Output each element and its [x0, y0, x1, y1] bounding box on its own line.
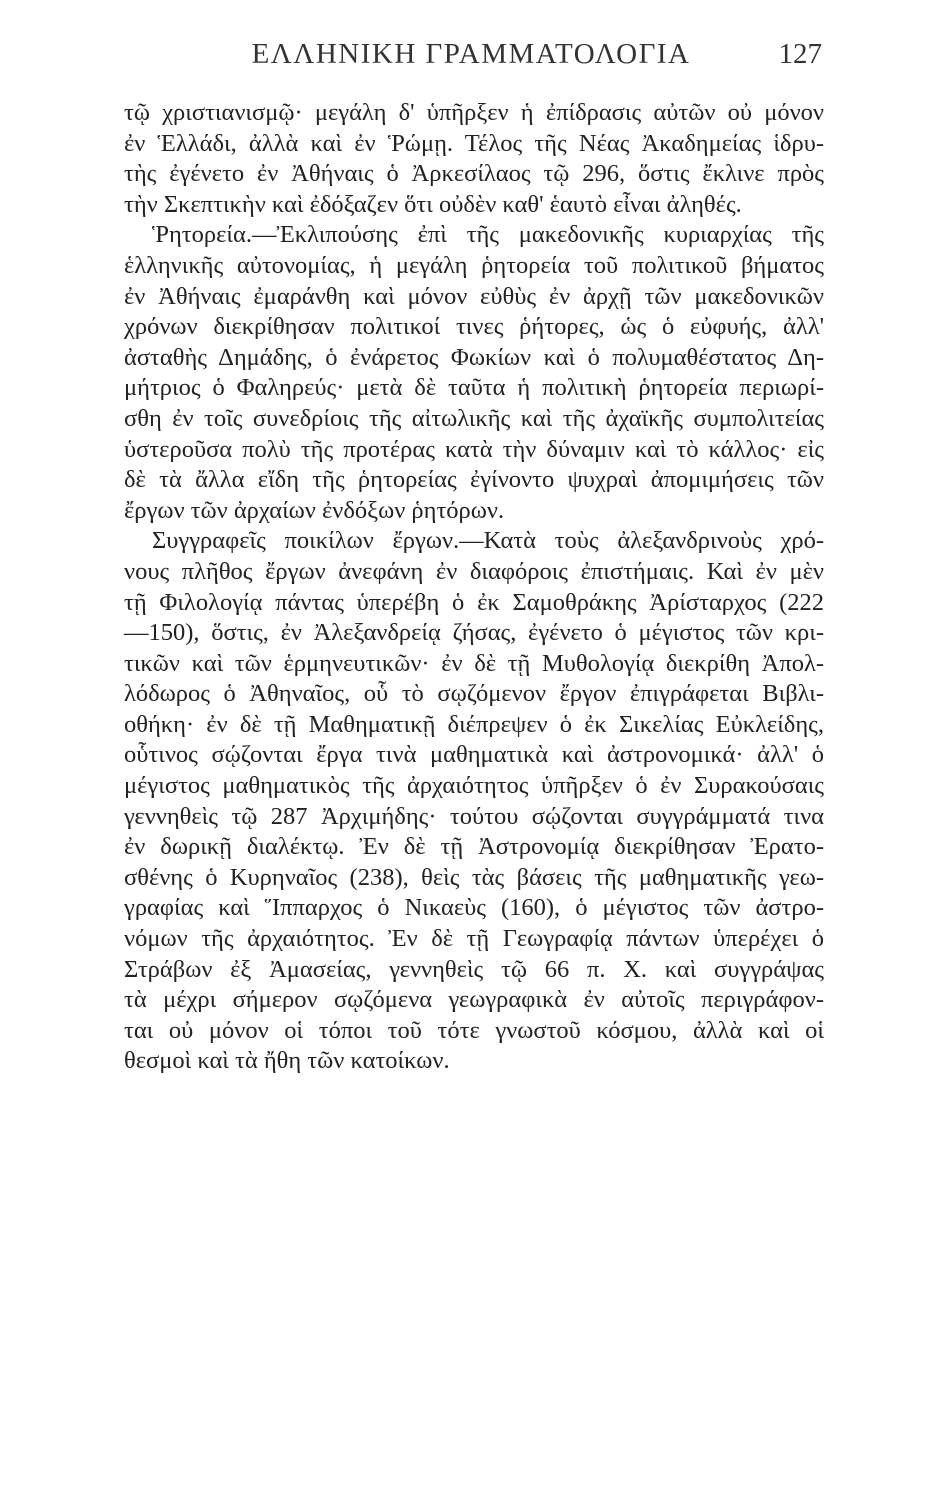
text-line: θεσμοὶ καὶ τὰ ἤθη τῶν κατοίκων. [124, 1047, 450, 1075]
text-line: τὴς ἐγένετο ἐν Ἀθήναις ὁ Ἀρκεσίλαος τῷ 296, ὅστις ἔκλινε πρὸς [124, 160, 824, 188]
text-line: χρόνων διεκρίθησαν πολιτικοί τινες ῥήτορες, ὡς ὁ εὐφυής, ἀλλ' [124, 313, 824, 341]
text-line: —150), ὅστις, ἐν Ἀλεξανδρείᾳ ζήσας, ἐγένετο ὁ μέγιστος τῶν κρι- [124, 619, 824, 647]
text-line: ἀσταθὴς Δημάδης, ὁ ἐνάρετος Φωκίων καὶ ὁ πολυμαθέστατος Δη- [124, 343, 824, 371]
paragraph-start-writers: Συγγραφεῖς ποικίλων ἔργων.—Κατὰ τοὺς ἀλεξανδρινοὺς χρό- [152, 527, 824, 555]
running-title: ΕΛΛΗΝΙΚΗ ΓΡΑΜΜΑΤΟΛΟΓΙΑ [251, 38, 691, 70]
text-line: τὴν Σκεπτικὴν καὶ ἐδόξαζεν ὅτι οὐδὲν καθ' ἑαυτὸ εἶναι ἀληθές. [124, 190, 742, 218]
text-line: τικῶν καὶ τῶν ἑρμηνευτικῶν· ἐν δὲ τῇ Μυθολογίᾳ διεκρίθη Ἀπολ- [124, 649, 824, 677]
text-line: ὑστεροῦσα πολὺ τῆς προτέρας κατὰ τὴν δύναμιν καὶ τὸ κάλλος· εἰς [124, 435, 824, 463]
text-line: σθη ἐν τοῖς συνεδρίοις τῆς αἰτωλικῆς καὶ τῆς ἀχαϊκῆς συμπολιτείας [124, 404, 824, 432]
text-line: δὲ τὰ ἄλλα εἴδη τῆς ῥητορείας ἐγίνοντο ψυχραὶ ἀπομιμήσεις τῶν [124, 466, 824, 494]
text-line: ἐν Ἑλλάδι, ἀλλὰ καὶ ἐν Ῥώμῃ. Τέλος τῆς Νέας Ἀκαδημείας ἱδρυ- [124, 129, 824, 157]
text-line: ἐν Ἀθήναις ἐμαράνθη καὶ μόνον εὐθὺς ἐν ἀρχῇ τῶν μακεδονικῶν [124, 282, 824, 310]
text-line: τὰ μέχρι σήμερον σῳζόμενα γεωγραφικὰ ἐν αὐτοῖς περιγράφον- [124, 986, 824, 1014]
text-line: λόδωρος ὁ Ἀθηναῖος, οὗ τὸ σῳζόμενον ἔργον ἐπιγράφεται Βιβλι- [124, 680, 824, 708]
text-line: ἔργων τῶν ἀρχαίων ἐνδόξων ῥητόρων. [124, 496, 505, 524]
text-line: τῷ χριστιανισμῷ· μεγάλη δ' ὑπῆρξεν ἡ ἐπίδρασις αὐτῶν οὐ μόνον [124, 99, 824, 126]
text-line: Στράβων ἐξ Ἀμασείας, γεννηθεὶς τῷ 66 π. Χ. καὶ συγγράψας [124, 955, 824, 983]
text-line: μέγιστος μαθηματικὸς τῆς ἀρχαιότητος ὑπῆρξεν ὁ ἐν Συρακούσαις [124, 772, 824, 800]
text-line: μήτριος ὁ Φαληρεύς· μετὰ δὲ ταῦτα ἡ πολιτικὴ ῥητορεία περιωρί- [124, 374, 824, 402]
paragraph-start-rhetoric: Ῥητορεία.—Ἐκλιπούσης ἐπὶ τῆς μακεδονικῆς κυριαρχίας τῆς [152, 221, 824, 249]
running-head [0, 38, 942, 78]
body-text [124, 98, 824, 1077]
text-line: γραφίας καὶ Ἵππαρχος ὁ Νικαεὺς (160), ὁ μέγιστος τῶν ἀστρο- [124, 894, 824, 922]
text-line: ἑλληνικῆς αὐτονομίας, ἡ μεγάλη ῥητορεία τοῦ πολιτικοῦ βήματος [124, 251, 824, 279]
text-line: οθήκη· ἐν δὲ τῇ Μαθηματικῇ διέπρεψεν ὁ ἐκ Σικελίας Εὐκλείδης, [124, 710, 824, 738]
text-line: γεννηθεὶς τῷ 287 Ἀρχιμήδης· τούτου σῴζονται συγγράμματά τινα [124, 802, 824, 830]
text-line: οὗτινος σῴζονται ἔργα τινὰ μαθηματικὰ καὶ ἀστρονομικά· ἀλλ' ὁ [124, 741, 824, 769]
text-line: νους πλῆθος ἔργων ἀνεφάνη ἐν διαφόροις ἐπιστήμαις. Καὶ ἐν μὲν [124, 557, 824, 585]
text-line: τῇ Φιλολογίᾳ πάντας ὑπερέβη ὁ ἐκ Σαμοθράκης Ἀρίσταρχος (222 [124, 588, 824, 616]
text-line: νόμων τῆς ἀρχαιότητος. Ἐν δὲ τῇ Γεωγραφίᾳ πάντων ὑπερέχει ὁ [124, 925, 824, 953]
text-line: ται οὐ μόνον οἱ τόποι τοῦ τότε γνωστοῦ κόσμου, ἀλλὰ καὶ οἱ [124, 1016, 824, 1044]
text-line: ἐν δωρικῇ διαλέκτῳ. Ἐν δὲ τῇ Ἀστρονομίᾳ διεκρίθησαν Ἐρατο- [124, 833, 824, 861]
page-number: 127 [778, 38, 822, 70]
text-line: σθένης ὁ Κυρηναῖος (238), θεὶς τὰς βάσεις τῆς μαθηματικῆς γεω- [124, 863, 824, 891]
